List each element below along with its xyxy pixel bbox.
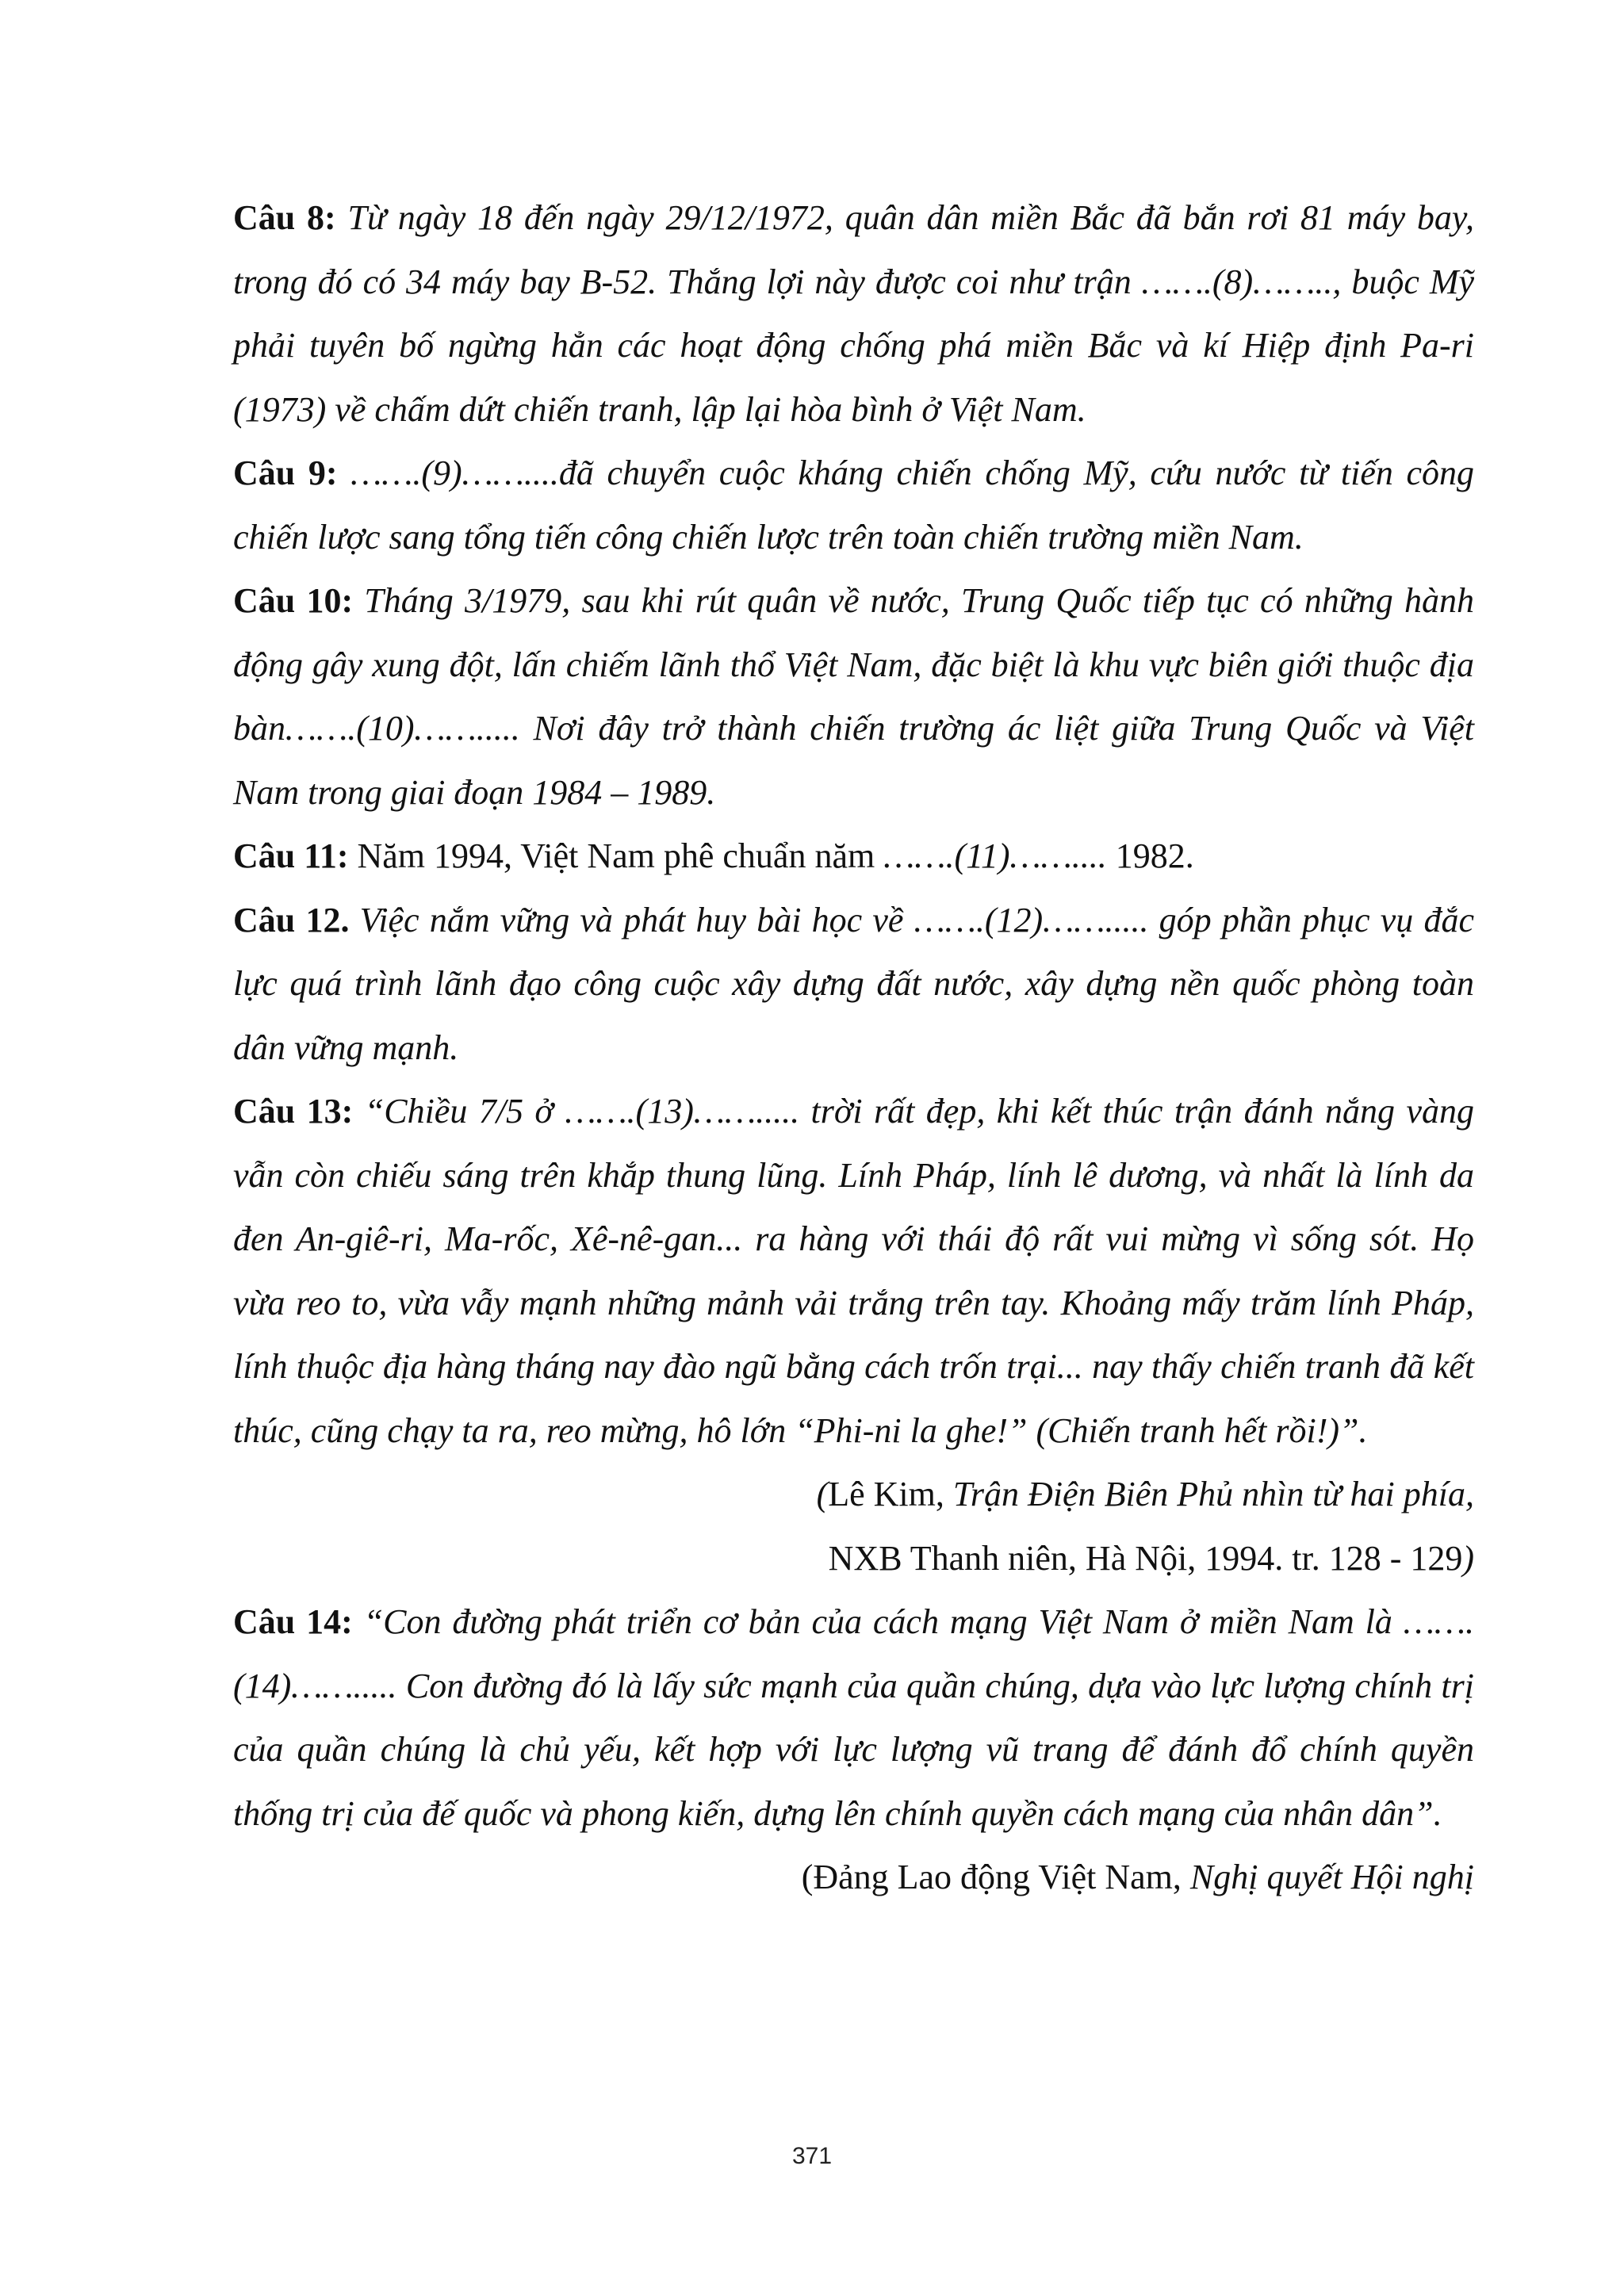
question-9 (233, 442, 1474, 569)
page-number: 371 (791, 2143, 833, 2169)
citation-close: ) (1462, 1538, 1474, 1578)
citation-title: Trận Điện Biên Phủ nhìn từ hai phía, (952, 1475, 1474, 1513)
question-12 (233, 889, 1474, 1081)
citation-13-line-1 (233, 1463, 1474, 1527)
question-10 (233, 569, 1474, 825)
question-label: Câu 14: (233, 1602, 353, 1641)
question-text: “Con đường phát triển cơ bản của cách mạng Việt Nam ở miền Nam là …….(14)……..... Con đường đó là lấy sức mạnh của quần chúng, dựa vào lực lượng chính trị của quần chúng là chủ yếu, kết hợp với lực lượng vũ trang để đánh đổ chính quyền thống trị của đế quốc và phong kiến, dựng lên chính quyền cách mạng của nhân dân”. (233, 1602, 1474, 1833)
question-label: Câu 11: (233, 836, 349, 875)
question-13 (233, 1080, 1474, 1463)
question-text: Tháng 3/1979, sau khi rút quân về nước, Trung Quốc tiếp tục có những hành động gây xung đột, lấn chiếm lãnh thổ Việt Nam, đặc biệt là khu vực biên giới thuộc địa bàn…….(10)……..... Nơi đây trở thành chiến trường ác liệt giữa Trung Quốc và Việt Nam trong giai đoạn 1984 – 1989. (233, 581, 1474, 812)
question-text: Từ ngày 18 đến ngày 29/12/1972, quân dân miền Bắc đã bắn rơi 81 máy bay, trong đó có 34 máy bay B-52. Thắng lợi này được coi như trận …….(8)…….., buộc Mỹ phải tuyên bố ngừng hẳn các hoạt động chống phá miền Bắc và kí Hiệp định Pa-ri (1973) về chấm dứt chiến tranh, lập lại hòa bình ở Việt Nam. (233, 198, 1474, 429)
citation-author: Lê Kim, (828, 1475, 953, 1513)
citation-title: Nghị quyết Hội nghị (1189, 1858, 1474, 1896)
question-text-end: 1982. (1106, 836, 1194, 875)
citation-open: ( (816, 1475, 829, 1513)
citation-14-line-1 (233, 1846, 1474, 1910)
question-label: Câu 13: (233, 1092, 354, 1131)
question-text: …….(9)……....đã chuyển cuộc kháng chiến chống Mỹ, cứu nước từ tiến công chiến lược sang tổng tiến công chiến lược trên toàn chiến trường miền Nam. (233, 453, 1475, 557)
citation-publisher: NXB Thanh niên, Hà Nội, 1994. tr. 128 - 129 (828, 1538, 1463, 1578)
question-14 (233, 1590, 1474, 1846)
question-text: Việc nắm vững và phát huy bài học về …….(12)……..... góp phần phục vụ đắc lực quá trình lãnh đạo công cuộc xây dựng đất nước, xây dựng nền quốc phòng toàn dân vững mạnh. (233, 900, 1474, 1067)
citation-13-line-2 (233, 1527, 1474, 1591)
question-text: Năm 1994, Việt Nam phê chuẩn năm (348, 836, 884, 875)
question-text: “Chiều 7/5 ở …….(13)……..... trời rất đẹp, khi kết thúc trận đánh nắng vàng vẫn còn chiếu sáng trên khắp thung lũng. Lính Pháp, lính lê dương, và nhất là lính da đen An-giê-ri, Ma-rốc, Xê-nê-gan... ra hàng với thái độ rất vui mừng vì sống sót. Họ vừa reo to, vừa vẫy mạnh những mảnh vải trắng trên tay. Khoảng mấy trăm lính Pháp, lính thuộc địa hàng tháng nay đào ngũ bằng cách trốn trại... nay thấy chiến tranh đã kết thúc, cũng chạy ta ra, reo mừng, hô lớn “Phi-ni la ghe!” (Chiến tranh hết rồi!)”. (233, 1092, 1474, 1450)
document-body (233, 186, 1474, 1910)
citation-author: (Đảng Lao động Việt Nam, (801, 1858, 1190, 1896)
question-8 (233, 186, 1474, 442)
question-label: Câu 12. (233, 900, 350, 939)
question-label: Câu 9: (233, 453, 338, 492)
question-11 (233, 825, 1474, 889)
question-blank: …….(11)…….... (883, 836, 1107, 875)
question-label: Câu 8: (233, 198, 336, 237)
question-label: Câu 10: (233, 581, 354, 620)
